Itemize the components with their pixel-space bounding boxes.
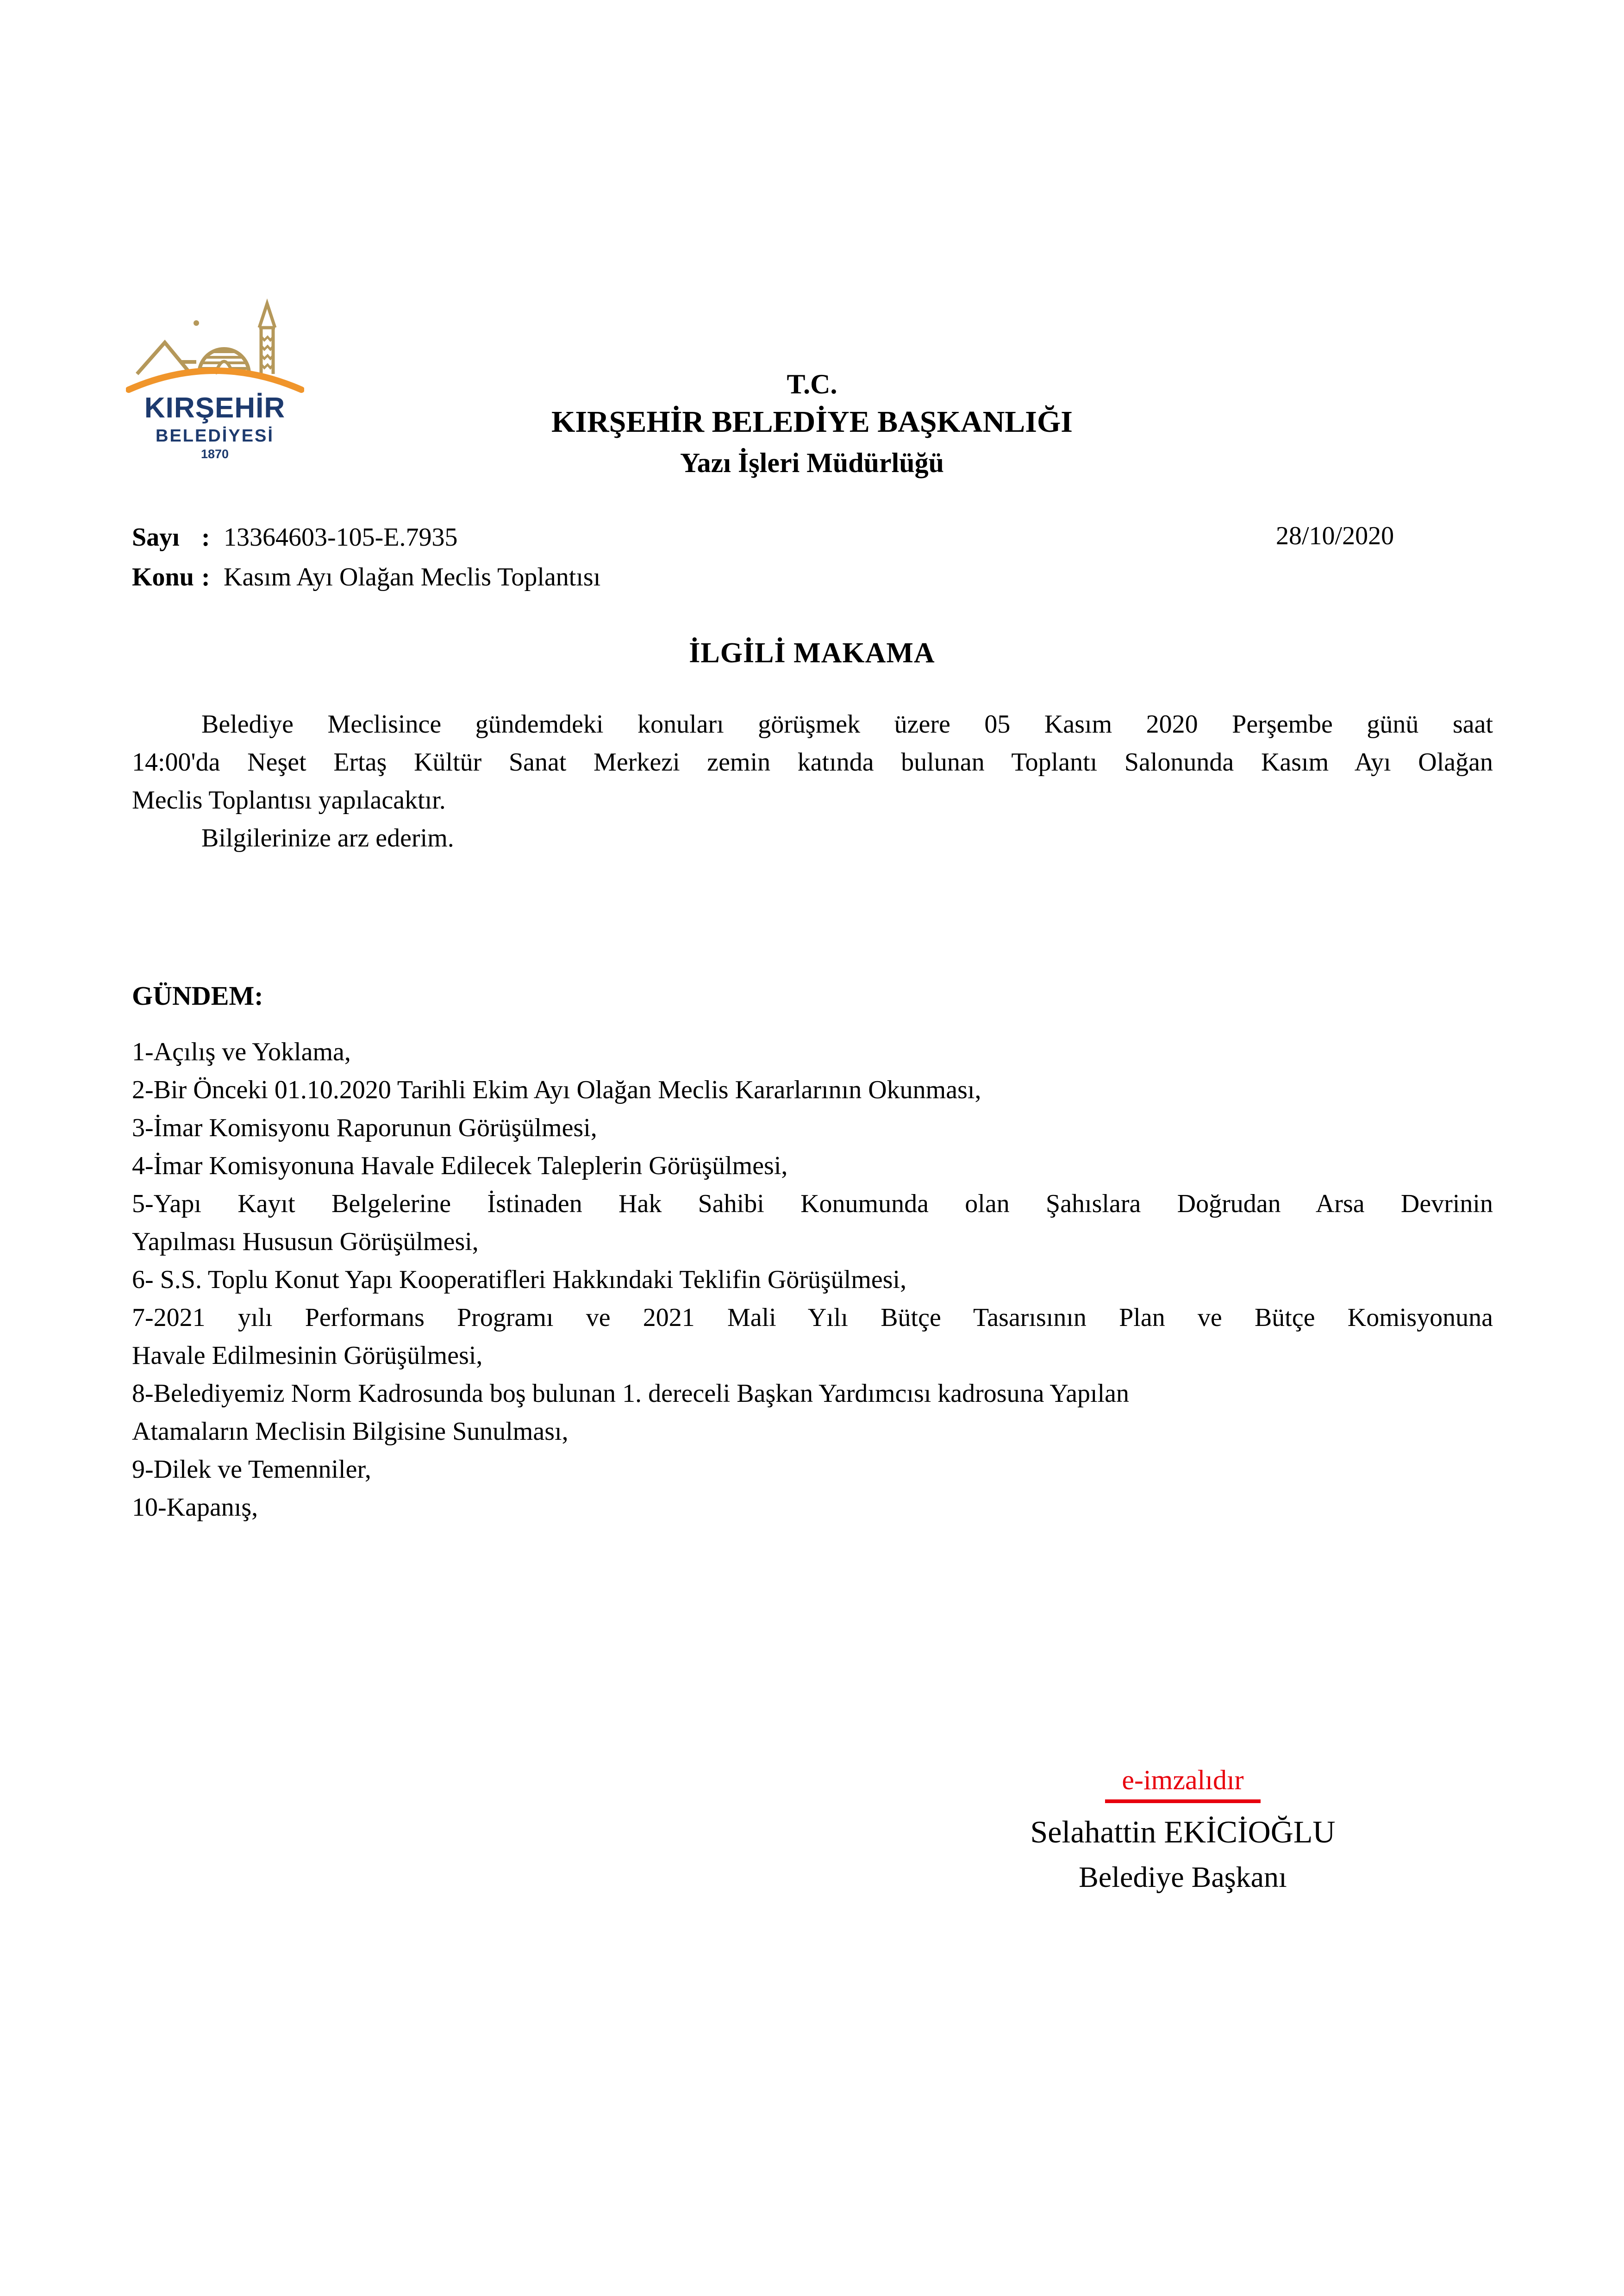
agenda-heading: GÜNDEM: [132, 981, 263, 1011]
agenda-item-3: 3-İmar Komisyonu Raporunun Görüşülmesi, [132, 1114, 597, 1142]
letter-body [132, 705, 1493, 857]
agenda-item-5-line-1: 5-Yapı Kayıt Belgelerine İstinaden Hak Sahibi Konumunda olan Şahıslara Doğrudan Arsa Devrinin [132, 1189, 1493, 1218]
konu-value: Kasım Ayı Olağan Meclis Toplantısı [224, 563, 601, 591]
letterhead-organization: KIRŞEHİR BELEDİYE BAŞKANLIĞI [551, 405, 1073, 439]
konu-row [132, 557, 600, 597]
agenda-item-9: 9-Dilek ve Temenniler, [132, 1455, 371, 1484]
agenda-item-6: 6- S.S. Toplu Konut Yapı Kooperatifleri Hakkındaki Teklifin Görüşülmesi, [132, 1265, 907, 1294]
agenda-item-4: 4-İmar Komisyonuna Havale Edilecek Taleplerin Görüşülmesi, [132, 1151, 788, 1180]
logo-city-name: KIRŞEHİR [144, 392, 286, 424]
letterhead [0, 367, 1624, 483]
sayi-colon: : [201, 523, 210, 552]
agenda-item-2: 2-Bir Önceki 01.10.2020 Tarihli Ekim Ayı Olağan Meclis Kararlarının Okunması, [132, 1076, 981, 1104]
agenda-item-10: 10-Kapanış, [132, 1493, 258, 1522]
logo-subtitle: BELEDİYESİ [156, 426, 274, 446]
minaret-icon [259, 304, 275, 374]
signer-name: Selahattin EKİCİOĞLU [1030, 1814, 1336, 1849]
crescent-moon-icon [173, 316, 199, 344]
body-line: Belediye Meclisince gündemdeki konuları görüşmek üzere 05 Kasım 2020 Perşembe günü saat [201, 710, 1493, 739]
sayi-value: 13364603-105-E.7935 [224, 523, 458, 552]
agenda-item-5-line-2: Yapılması Hususun Görüşülmesi, [132, 1227, 479, 1256]
sayi-row [132, 517, 600, 557]
body-line: Meclis Toplantısı yapılacaktır. [132, 786, 446, 815]
signer-role: Belediye Başkanı [1079, 1860, 1287, 1893]
body-line: 14:00'da Neşet Ertaş Kültür Sanat Merkezi zemin katında bulunan Toplantı Salonunda Kasım Ayı Olağan [132, 748, 1493, 777]
reference-block [132, 517, 600, 597]
letter-date: 28/10/2020 [1276, 522, 1394, 550]
e-signature-note: e-imzalıdır [1105, 1763, 1260, 1803]
agenda-item-8-line-2: Atamaların Meclisin Bilgisine Sunulması, [132, 1417, 568, 1446]
sayi-label: Sayı [132, 523, 180, 552]
logo-year: 1870 [200, 447, 229, 461]
agenda-item-7-line-1: 7-2021 yılı Performans Programı ve 2021 Mali Yılı Bütçe Tasarısının Plan ve Bütçe Komisyonuna [132, 1303, 1493, 1332]
konu-label: Konu [132, 563, 194, 591]
closing-line: Bilgilerinize arz ederim. [201, 824, 454, 852]
letterhead-tc: T.C. [787, 369, 837, 399]
signature-block [914, 1763, 1451, 1899]
agenda-item-8-line-1: 8-Belediyemiz Norm Kadrosunda boş bulunan 1. dereceli Başkan Yardımcısı kadrosuna Yapılan [132, 1379, 1130, 1408]
konu-colon: : [201, 563, 210, 591]
letter-title: İLGİLİ MAKAMA [689, 637, 935, 669]
agenda-list [132, 1033, 1493, 1526]
esign-line-wrap [914, 1763, 1451, 1810]
letterhead-department: Yazı İşleri Müdürlüğü [680, 448, 944, 478]
agenda-item-7-line-2: Havale Edilmesinin Görüşülmesi, [132, 1341, 483, 1370]
agenda-item-1: 1-Açılış ve Yoklama, [132, 1038, 351, 1066]
